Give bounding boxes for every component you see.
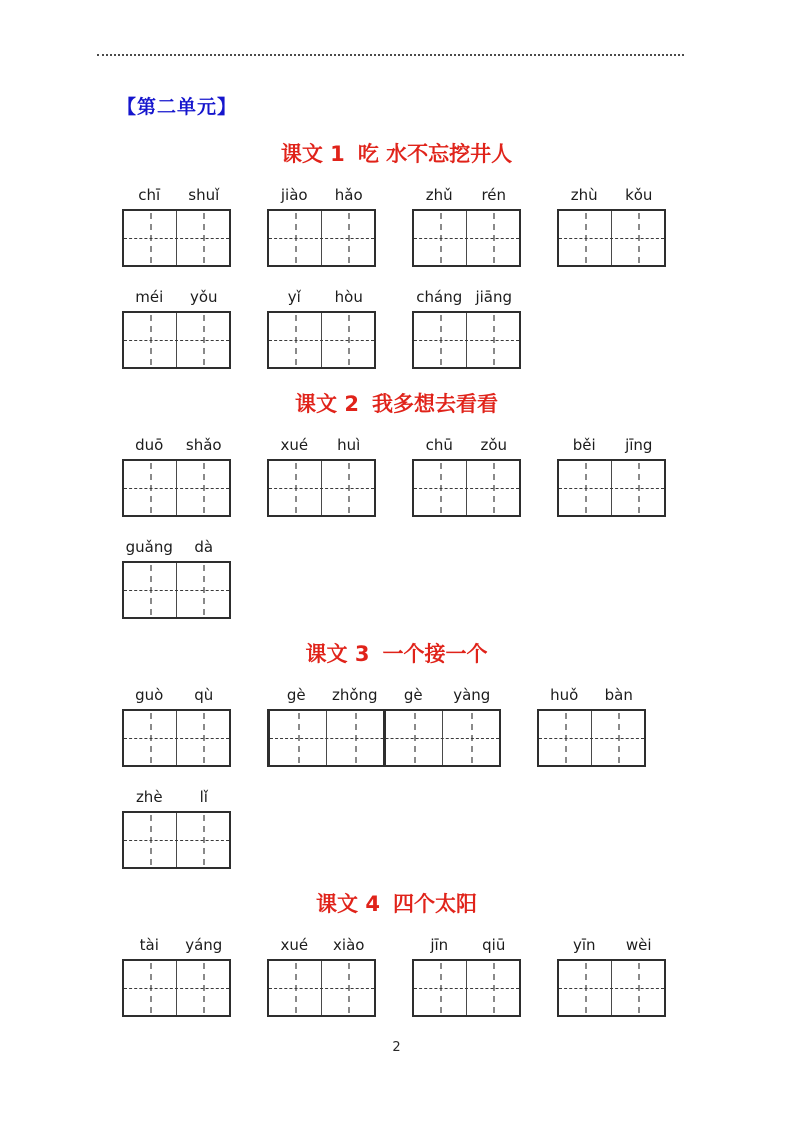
writing-grid bbox=[537, 709, 646, 767]
pinyin-syllable: yàng bbox=[453, 686, 491, 704]
pinyin-syllable: guò bbox=[135, 686, 164, 704]
writing-grid bbox=[122, 811, 231, 869]
writing-grid bbox=[122, 209, 231, 267]
word-group bbox=[122, 785, 231, 869]
section-label: 课文 3 bbox=[305, 642, 370, 666]
writing-cell bbox=[592, 711, 644, 765]
writing-cell bbox=[269, 211, 322, 265]
writing-cell bbox=[124, 313, 177, 367]
section-kewen-1 bbox=[0, 141, 793, 369]
word-group bbox=[267, 183, 376, 267]
section-label: 课文 4 bbox=[316, 892, 380, 916]
pinyin-row bbox=[412, 933, 521, 955]
word-group bbox=[122, 683, 231, 767]
worksheet-body bbox=[0, 141, 793, 1017]
dotted-divider bbox=[97, 54, 684, 56]
writing-cell bbox=[612, 961, 664, 1015]
writing-cell bbox=[124, 563, 177, 617]
pinyin-row bbox=[412, 285, 521, 307]
pinyin-syllable: yǐ bbox=[287, 288, 301, 306]
pinyin-row bbox=[122, 535, 231, 557]
writing-cell bbox=[269, 961, 322, 1015]
writing-cell bbox=[612, 461, 664, 515]
writing-cell bbox=[124, 961, 177, 1015]
word-group bbox=[412, 933, 521, 1017]
pinyin-row bbox=[412, 433, 521, 455]
writing-grid bbox=[122, 311, 231, 369]
pinyin-syllable: yǒu bbox=[189, 288, 218, 306]
word-group bbox=[122, 285, 231, 369]
pinyin-syllable: zǒu bbox=[480, 436, 508, 454]
section-title bbox=[0, 891, 793, 917]
writing-cell bbox=[322, 461, 374, 515]
pinyin-row bbox=[122, 433, 231, 455]
pinyin-syllable: méi bbox=[135, 288, 164, 306]
section-title bbox=[0, 391, 793, 417]
page-number: 2 bbox=[392, 1040, 401, 1055]
writing-cell bbox=[559, 461, 612, 515]
section-title bbox=[0, 141, 793, 167]
section-title bbox=[0, 641, 793, 667]
section-title-inner bbox=[306, 641, 488, 667]
pinyin-row bbox=[267, 285, 376, 307]
writing-cell bbox=[124, 211, 177, 265]
word-group bbox=[122, 433, 231, 517]
section-title-inner bbox=[295, 391, 498, 417]
writing-cell bbox=[327, 711, 386, 765]
section-title-inner bbox=[281, 141, 512, 167]
pinyin-row bbox=[267, 683, 501, 705]
writing-cell bbox=[177, 563, 229, 617]
pinyin-syllable: jīn bbox=[430, 936, 449, 954]
word-group bbox=[122, 933, 231, 1017]
writing-cell bbox=[177, 211, 229, 265]
section-text: 我多想去看看 bbox=[371, 392, 498, 416]
writing-cell bbox=[414, 313, 467, 367]
writing-cell bbox=[124, 813, 177, 867]
section-text: 四个太阳 bbox=[392, 892, 477, 916]
pinyin-syllable: kǒu bbox=[625, 186, 653, 204]
writing-cell bbox=[539, 711, 592, 765]
pinyin-row bbox=[122, 285, 231, 307]
writing-cell bbox=[322, 961, 374, 1015]
pinyin-syllable: qù bbox=[194, 686, 214, 704]
pinyin-syllable: bàn bbox=[604, 686, 633, 704]
pinyin-row bbox=[412, 183, 521, 205]
section-title-inner bbox=[316, 891, 477, 917]
writing-grid bbox=[122, 959, 231, 1017]
writing-cell bbox=[322, 313, 374, 367]
pinyin-row bbox=[557, 183, 666, 205]
pinyin-row bbox=[122, 933, 231, 955]
pinyin-syllable: zhǒng bbox=[331, 686, 378, 704]
writing-grid bbox=[557, 959, 666, 1017]
pinyin-syllable: tài bbox=[139, 936, 159, 954]
writing-cell bbox=[559, 211, 612, 265]
writing-grid bbox=[267, 311, 376, 369]
section-kewen-2 bbox=[0, 391, 793, 619]
word-group bbox=[412, 183, 521, 267]
pinyin-row bbox=[557, 433, 666, 455]
writing-cell bbox=[177, 813, 229, 867]
writing-cell bbox=[322, 211, 374, 265]
pinyin-syllable: gè bbox=[403, 686, 423, 704]
word-group bbox=[122, 535, 231, 619]
writing-grid bbox=[267, 709, 501, 767]
pinyin-syllable: jiāng bbox=[475, 288, 513, 306]
pinyin-syllable: cháng bbox=[416, 288, 463, 306]
writing-grid bbox=[412, 459, 521, 517]
pinyin-syllable: yīn bbox=[572, 936, 596, 954]
writing-grid bbox=[412, 311, 521, 369]
pinyin-syllable: gè bbox=[286, 686, 306, 704]
grid-row bbox=[122, 183, 793, 267]
section-label: 课文 1 bbox=[280, 142, 345, 166]
writing-cell bbox=[467, 313, 519, 367]
pinyin-row bbox=[122, 183, 231, 205]
grid-row bbox=[122, 933, 793, 1017]
word-group bbox=[267, 285, 376, 369]
pinyin-syllable: guǎng bbox=[125, 538, 173, 556]
word-group bbox=[122, 183, 231, 267]
pinyin-syllable: hǎo bbox=[334, 186, 363, 204]
pinyin-row bbox=[267, 433, 376, 455]
writing-grid bbox=[412, 209, 521, 267]
pinyin-row bbox=[557, 933, 666, 955]
writing-grid bbox=[267, 459, 376, 517]
word-group bbox=[557, 933, 666, 1017]
pinyin-syllable: huì bbox=[337, 436, 361, 454]
pinyin-syllable: wèi bbox=[625, 936, 652, 954]
pinyin-syllable: běi bbox=[572, 436, 596, 454]
pinyin-syllable: rén bbox=[481, 186, 507, 204]
writing-cell bbox=[414, 461, 467, 515]
writing-cell bbox=[177, 461, 229, 515]
pinyin-row bbox=[122, 683, 231, 705]
pinyin-syllable: huǒ bbox=[550, 686, 579, 704]
word-group bbox=[537, 683, 646, 767]
pinyin-syllable: lǐ bbox=[199, 788, 208, 806]
writing-grid bbox=[122, 459, 231, 517]
pinyin-syllable: xué bbox=[280, 436, 309, 454]
writing-cell bbox=[467, 961, 519, 1015]
word-group bbox=[557, 183, 666, 267]
writing-grid bbox=[412, 959, 521, 1017]
pinyin-syllable: shǎo bbox=[185, 436, 222, 454]
pinyin-syllable: xué bbox=[280, 936, 309, 954]
word-group bbox=[412, 433, 521, 517]
grid-row bbox=[122, 535, 793, 619]
pinyin-syllable: zhǔ bbox=[425, 186, 453, 204]
section-label: 课文 2 bbox=[295, 392, 359, 416]
pinyin-syllable: qiū bbox=[482, 936, 506, 954]
word-group bbox=[267, 933, 376, 1017]
section-kewen-4 bbox=[0, 891, 793, 1017]
pinyin-syllable: xiào bbox=[333, 936, 365, 954]
pinyin-row bbox=[537, 683, 646, 705]
writing-cell bbox=[467, 211, 519, 265]
word-group bbox=[267, 433, 376, 517]
writing-cell bbox=[414, 961, 467, 1015]
section-text: 一个接一个 bbox=[382, 642, 488, 666]
pinyin-syllable: chī bbox=[138, 186, 161, 204]
grid-row bbox=[122, 785, 793, 869]
word-group bbox=[412, 285, 521, 369]
section-text: 吃 水不忘挖井人 bbox=[357, 142, 513, 166]
word-group bbox=[557, 433, 666, 517]
writing-cell bbox=[269, 461, 322, 515]
grid-row bbox=[122, 433, 793, 517]
writing-cell bbox=[612, 211, 664, 265]
writing-grid bbox=[267, 209, 376, 267]
writing-cell bbox=[467, 461, 519, 515]
pinyin-syllable: yáng bbox=[185, 936, 223, 954]
pinyin-syllable: shuǐ bbox=[188, 186, 220, 204]
grid-row bbox=[122, 285, 793, 369]
pinyin-syllable: dà bbox=[194, 538, 214, 556]
writing-cell bbox=[177, 961, 229, 1015]
pinyin-syllable: duō bbox=[135, 436, 164, 454]
writing-cell bbox=[270, 711, 327, 765]
pinyin-syllable: zhù bbox=[570, 186, 598, 204]
writing-cell bbox=[269, 313, 322, 367]
writing-cell bbox=[177, 711, 229, 765]
pinyin-syllable: chū bbox=[425, 436, 453, 454]
writing-cell bbox=[124, 461, 177, 515]
writing-cell bbox=[177, 313, 229, 367]
word-group bbox=[267, 683, 501, 767]
writing-grid bbox=[557, 459, 666, 517]
writing-cell bbox=[124, 711, 177, 765]
writing-grid bbox=[122, 709, 231, 767]
writing-cell bbox=[559, 961, 612, 1015]
grid-row bbox=[122, 683, 793, 767]
pinyin-syllable: jiào bbox=[280, 186, 308, 204]
writing-cell bbox=[443, 711, 499, 765]
writing-cell bbox=[414, 211, 467, 265]
writing-grid bbox=[122, 561, 231, 619]
pinyin-syllable: jīng bbox=[625, 436, 653, 454]
pinyin-syllable: hòu bbox=[334, 288, 363, 306]
pinyin-row bbox=[267, 933, 376, 955]
pinyin-row bbox=[122, 785, 231, 807]
pinyin-syllable: zhè bbox=[135, 788, 163, 806]
unit-header: 【第二单元】 bbox=[117, 96, 238, 118]
writing-grid bbox=[267, 959, 376, 1017]
pinyin-row bbox=[267, 183, 376, 205]
writing-grid bbox=[557, 209, 666, 267]
writing-cell bbox=[386, 711, 443, 765]
section-kewen-3 bbox=[0, 641, 793, 869]
